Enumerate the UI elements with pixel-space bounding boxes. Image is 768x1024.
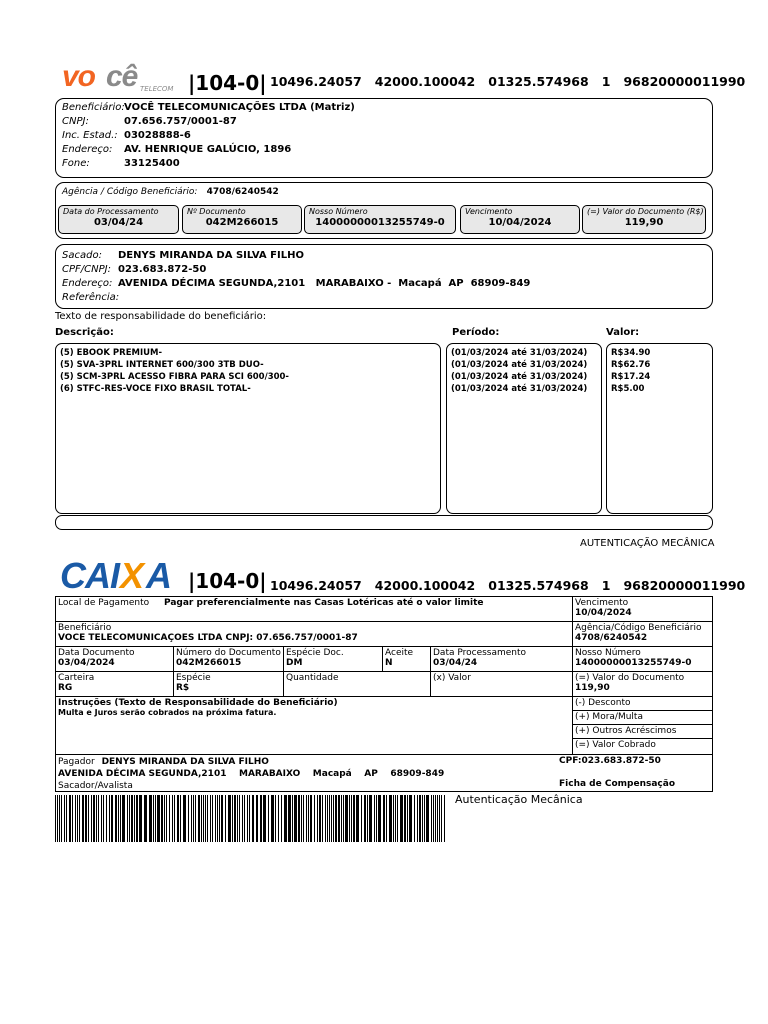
beneficiary-row-value: AV. HENRIQUE GALÚCIO, 1896 xyxy=(124,144,292,155)
period-item: (01/03/2024 até 31/03/2024) xyxy=(451,384,588,394)
agency-field-label: Nº Documento xyxy=(187,207,246,216)
beneficiary-row-label: Inc. Estad.: xyxy=(62,130,118,141)
voce-logo xyxy=(62,58,182,96)
desconto-label: (-) Desconto xyxy=(575,698,631,708)
payer-row-label: Sacado: xyxy=(62,250,102,261)
autenticacao-label: Autenticação Mecânica xyxy=(455,793,583,806)
payer-row-label: Endereço: xyxy=(62,278,113,289)
payer-row-value: 023.683.872-50 xyxy=(118,264,207,275)
ficha-label: Ficha de Compensação xyxy=(559,779,676,789)
value-item: R$62.76 xyxy=(611,360,651,370)
data-documento-value: 03/04/2024 xyxy=(58,658,115,668)
data-processamento-label: Data Processamento xyxy=(433,648,527,658)
beneficiary-row-value: VOCÊ TELECOMUNICAÇÕES LTDA (Matriz) xyxy=(124,102,355,113)
mora-label: (+) Mora/Multa xyxy=(575,712,643,722)
desc-item: (6) STFC-RES-VOCE FIXO BRASIL TOTAL- xyxy=(60,384,251,394)
digitable-line: 10496.24057 42000.100042 01325.574968 1 96820000011990 xyxy=(270,74,746,89)
agency-field xyxy=(304,205,456,234)
payer-row-value: DENYS MIRANDA DA SILVA FILHO xyxy=(118,250,304,261)
desc-item: (5) SCM-3PRL ACESSO FIBRA PARA SCI 600/300- xyxy=(60,372,289,382)
slip-table xyxy=(55,596,713,792)
agency-field xyxy=(182,205,302,234)
agency-field-label: Nosso Número xyxy=(309,207,368,216)
agency-field-value: 14000000013255749-0 xyxy=(315,217,445,228)
numero-documento-label: Número do Documento xyxy=(176,648,281,658)
mechanical-auth: AUTENTICAÇÃO MECÂNICA xyxy=(580,538,715,549)
pagador-cpf: CPF:023.683.872-50 xyxy=(559,756,661,766)
footer-strip xyxy=(55,515,713,530)
caixa-logo xyxy=(60,556,184,592)
x-valor-label: (x) Valor xyxy=(433,673,471,683)
period-item: (01/03/2024 até 31/03/2024) xyxy=(451,348,588,358)
value-item: R$17.24 xyxy=(611,372,651,382)
payer-row-label: Referência: xyxy=(62,292,120,303)
especie-doc-value: DM xyxy=(286,658,303,668)
agency-field-value: 03/04/24 xyxy=(93,217,144,228)
svg-text:cê: cê xyxy=(106,60,138,93)
data-documento-label: Data Documento xyxy=(58,648,135,658)
especie-doc-label: Espécie Doc. xyxy=(286,648,344,658)
beneficiary-row-label: Beneficiário: xyxy=(62,102,125,113)
desc-list xyxy=(60,347,289,395)
especie-value: R$ xyxy=(176,683,190,693)
value-header: Valor: xyxy=(606,327,640,338)
agency-value: 4708/6240542 xyxy=(206,187,279,197)
nosso-numero-label: Nosso Número xyxy=(575,648,641,658)
agency-field xyxy=(582,205,706,234)
period-item: (01/03/2024 até 31/03/2024) xyxy=(451,360,588,370)
svg-text:A: A xyxy=(146,556,172,592)
agency-field-value: 10/04/2024 xyxy=(488,217,552,228)
valor-documento-value: 119,90 xyxy=(575,683,610,693)
beneficiary-row-label: Fone: xyxy=(62,158,90,169)
agency-field xyxy=(460,205,580,234)
agencia-value: 4708/6240542 xyxy=(575,633,648,643)
beneficiario-label: Beneficiário xyxy=(58,623,112,633)
vencimento-value: 10/04/2024 xyxy=(575,608,632,618)
agency-field-label: (=) Valor do Documento (R$) xyxy=(587,207,704,216)
especie-label: Espécie xyxy=(176,673,211,683)
data-processamento-value: 03/04/24 xyxy=(433,658,478,668)
pagador-name: DENYS MIRANDA DA SILVA FILHO xyxy=(101,757,269,767)
instrucoes-value: Multa e Juros serão cobrados na próxima fatura. xyxy=(58,708,277,717)
slip-bank-code: |104-0| xyxy=(188,569,267,593)
value-item: R$5.00 xyxy=(611,384,645,394)
svg-text:CAI: CAI xyxy=(60,556,119,592)
nosso-numero-value: 14000000013255749-0 xyxy=(575,658,692,668)
pagador-address: AVENIDA DÉCIMA SEGUNDA,2101 MARABAIXO Macapá AP 68909-849 xyxy=(58,769,445,779)
agencia-label: Agência/Código Beneficiário xyxy=(575,623,702,633)
barcode xyxy=(55,795,448,842)
acrescimos-label: (+) Outros Acréscimos xyxy=(575,726,677,736)
svg-text:X: X xyxy=(120,556,145,592)
period-list xyxy=(451,347,587,395)
svg-text:vo: vo xyxy=(62,60,96,93)
beneficiary-row-label: Endereço: xyxy=(62,144,113,155)
pagador-label: Pagador xyxy=(58,757,95,767)
sacador-label: Sacador/Avalista xyxy=(58,781,133,791)
valor-documento-label: (=) Valor do Documento xyxy=(575,673,685,683)
payer-row-value: AVENIDA DÉCIMA SEGUNDA,2101 MARABAIXO - Macapá AP 68909-849 xyxy=(118,278,531,289)
desc-item: (5) SVA-3PRL INTERNET 600/300 3TB DUO- xyxy=(60,360,264,370)
aceite-label: Aceite xyxy=(385,648,414,658)
payer-row-label: CPF/CNPJ: xyxy=(62,264,111,275)
agency-label: Agência / Código Beneficiário: xyxy=(62,187,198,197)
beneficiary-row-value: 03028888-6 xyxy=(124,130,191,141)
valor-cobrado-label: (=) Valor Cobrado xyxy=(575,740,656,750)
beneficiary-row-value: 33125400 xyxy=(124,158,180,169)
beneficiary-row-value: 07.656.757/0001-87 xyxy=(124,116,237,127)
period-item: (01/03/2024 até 31/03/2024) xyxy=(451,372,588,382)
agency-field-value: 119,90 xyxy=(624,217,664,228)
beneficiario-value: VOCE TELECOMUNICAÇOES LTDA CNPJ: 07.656.757/0001-87 xyxy=(58,633,358,643)
value-list xyxy=(611,347,650,395)
desc-header: Descrição: xyxy=(55,327,114,338)
slip-digitable-line: 10496.24057 42000.100042 01325.574968 1 96820000011990 xyxy=(270,578,746,593)
numero-documento-value: 042M266015 xyxy=(176,658,242,668)
bank-code: |104-0| xyxy=(188,71,267,95)
quantidade-label: Quantidade xyxy=(286,673,339,683)
carteira-value: RG xyxy=(58,683,73,693)
period-header: Período: xyxy=(452,327,500,338)
local-pagamento-label: Local de Pagamento xyxy=(58,598,150,608)
vencimento-label: Vencimento xyxy=(575,598,629,608)
carteira-label: Carteira xyxy=(58,673,95,683)
responsibility-text: Texto de responsabilidade do beneficiário: xyxy=(55,311,267,322)
agency-field xyxy=(58,205,179,234)
voce-logo-sub: TELECOM xyxy=(140,85,174,93)
value-item: R$34.90 xyxy=(611,348,651,358)
agency-field-value: 042M266015 xyxy=(205,217,279,228)
agency-field-label: Vencimento xyxy=(465,207,513,216)
local-pagamento-value: Pagar preferencialmente nas Casas Lotéricas até o valor limite xyxy=(163,598,484,608)
beneficiary-row-label: CNPJ: xyxy=(62,116,89,127)
agency-field-label: Data do Processamento xyxy=(63,207,159,216)
instrucoes-label: Instruções (Texto de Responsabilidade do Beneficiário) xyxy=(58,698,338,708)
aceite-value: N xyxy=(385,658,393,668)
desc-item: (5) EBOOK PREMIUM- xyxy=(60,348,163,358)
